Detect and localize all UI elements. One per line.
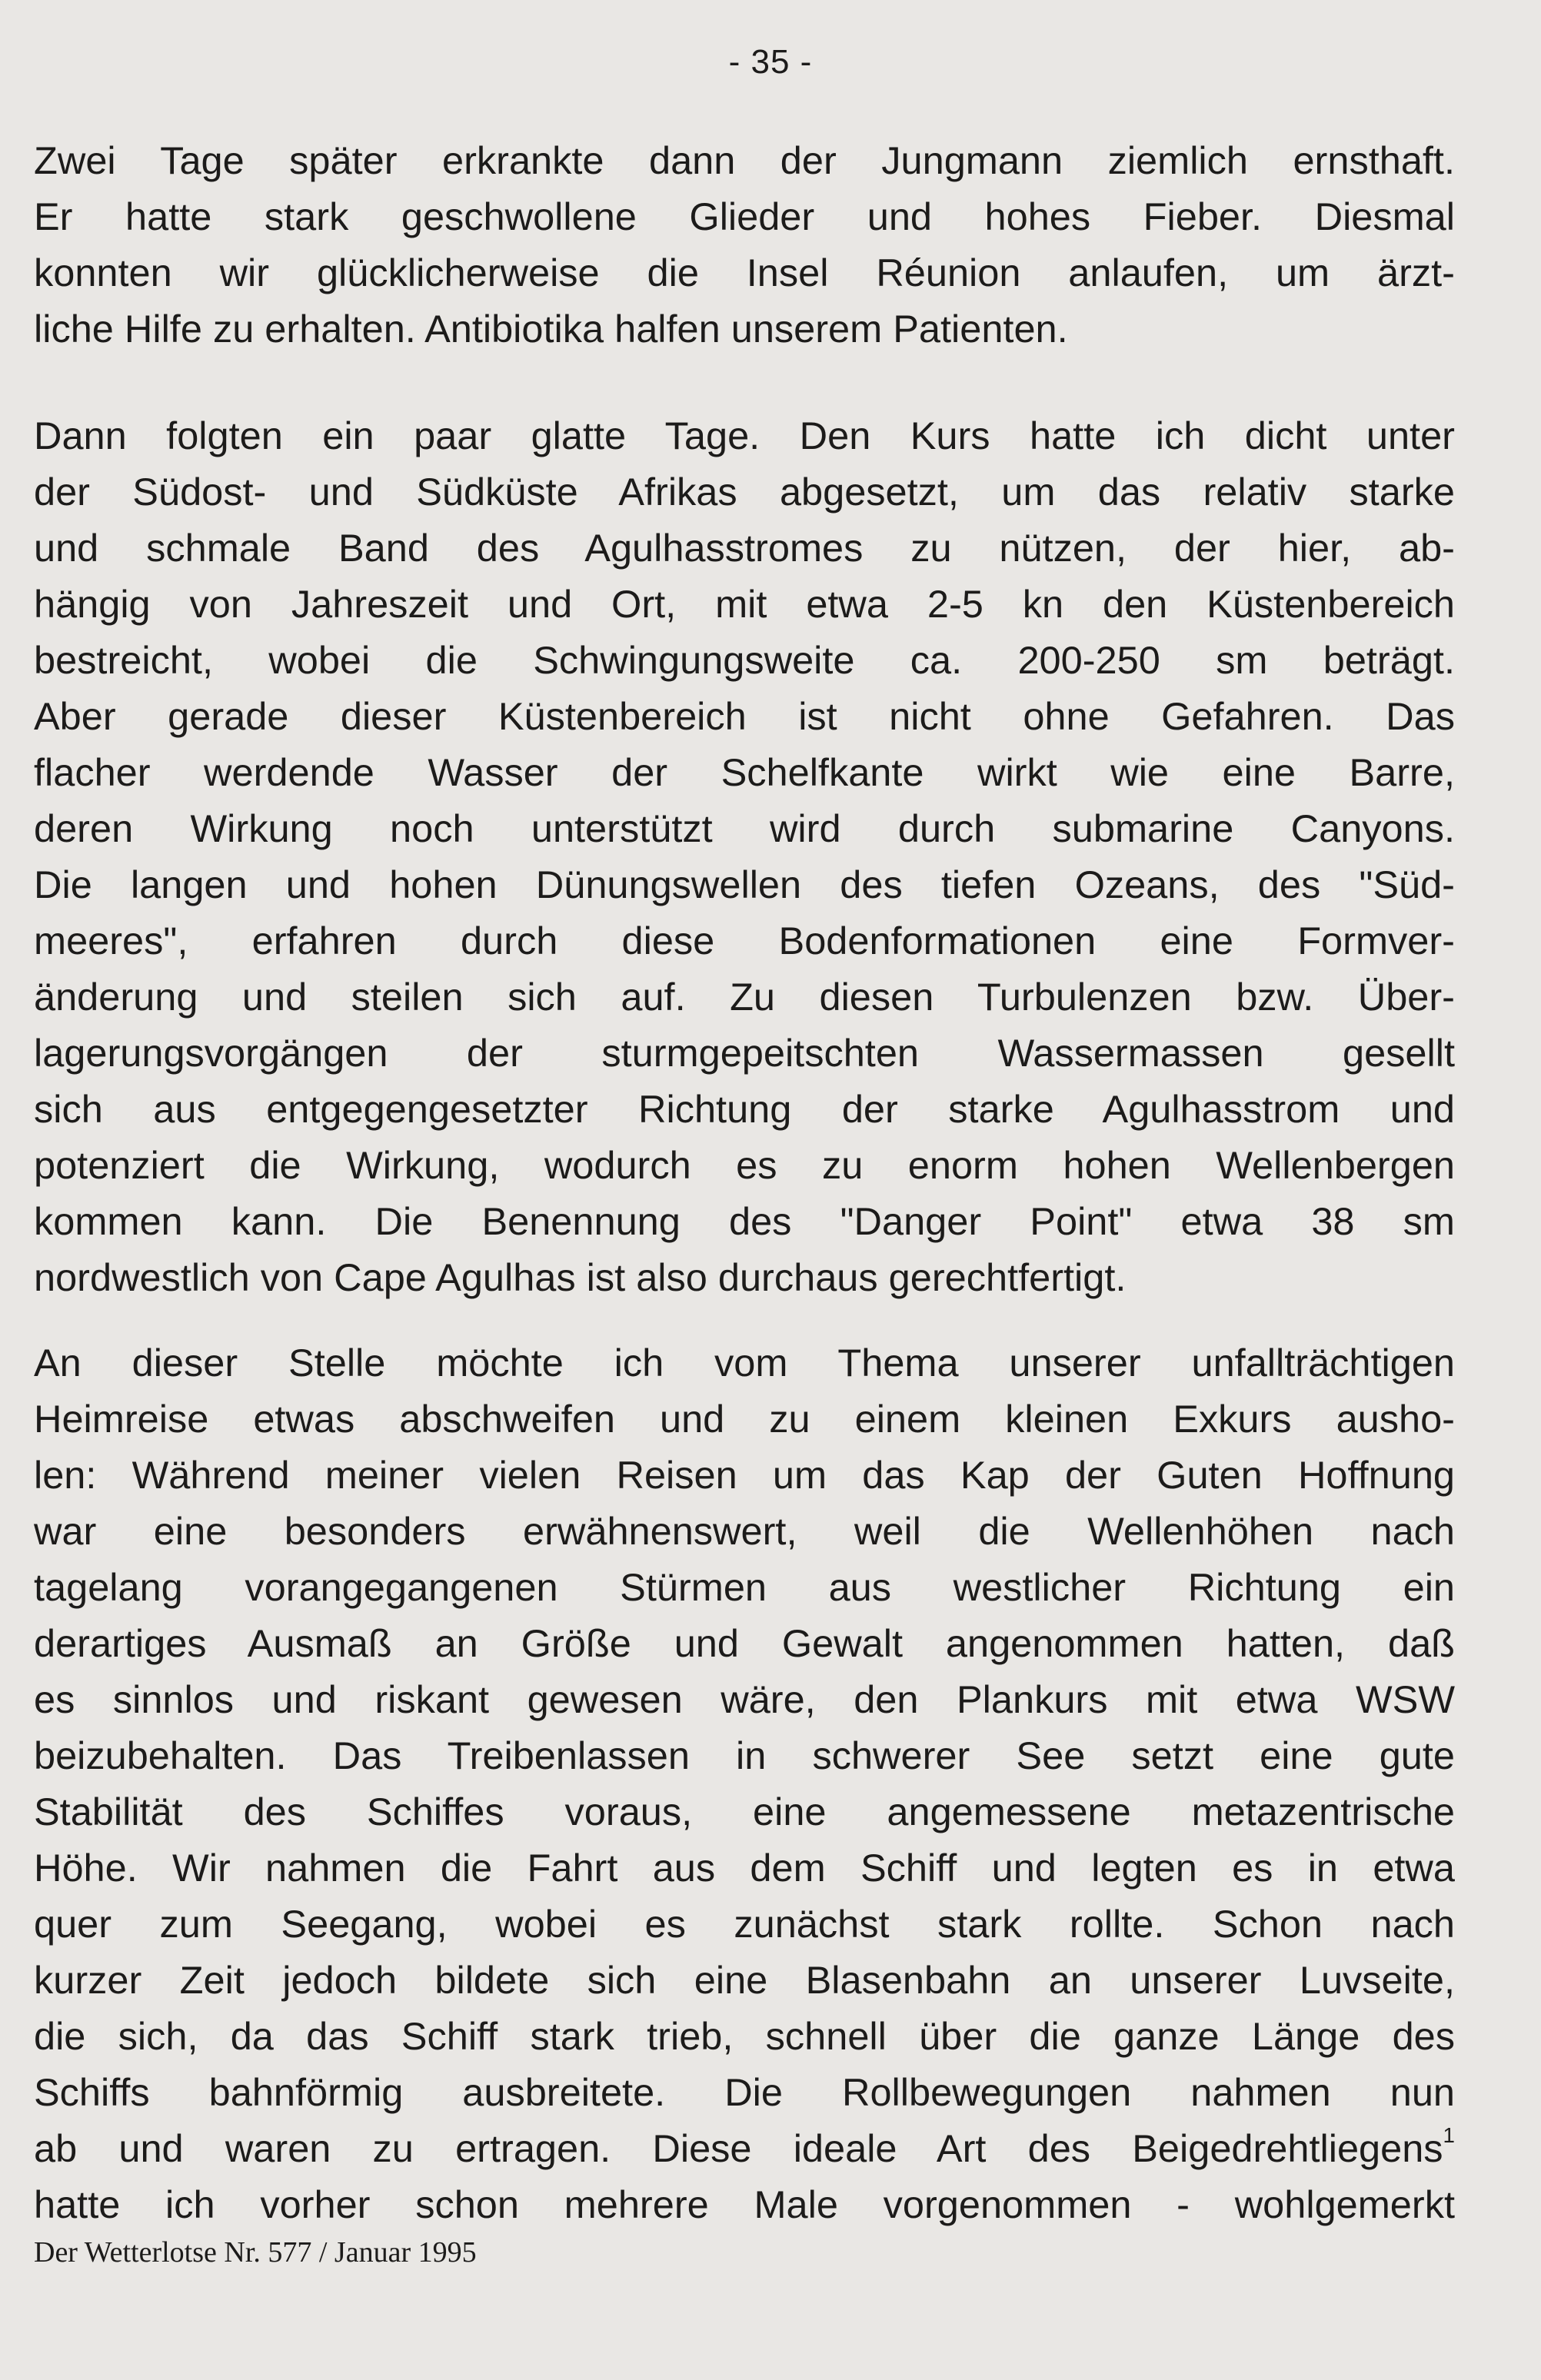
text-line: Er hatte stark geschwollene Glieder und hohes Fieber. Diesmal [34,194,1455,238]
text-line: len: Während meiner vielen Reisen um das Kap der Guten Hoffnung [34,1453,1455,1497]
text-line: Die langen und hohen Dünungswellen des tiefen Ozeans, des "Süd- [34,863,1455,906]
text-line: war eine besonders erwähnenswert, weil die Wellenhöhen nach [34,1509,1455,1553]
text-line: deren Wirkung noch unterstützt wird durch submarine Canyons. [34,806,1455,850]
text-line: kurzer Zeit jedoch bildete sich eine Blasenbahn an unserer Luvseite, [34,1958,1455,2002]
text-line: und schmale Band des Agulhasstromes zu nützen, der hier, ab- [34,526,1455,570]
page-number: - 35 - [728,43,813,81]
text-line: der Südost- und Südküste Afrikas abgesetzt, um das relativ starke [34,470,1455,514]
text-line: bestreicht, wobei die Schwingungsweite ca. 200-250 sm beträgt. [34,638,1455,682]
text-line: meeres", erfahren durch diese Bodenformationen eine Formver- [34,919,1455,962]
text-line: änderung und steilen sich auf. Zu diesen Turbulenzen bzw. Über- [34,975,1455,1019]
text-line: konnten wir glücklicherweise die Insel Réunion anlaufen, um ärzt- [34,251,1455,294]
text-line: derartiges Ausmaß an Größe und Gewalt angenommen hatten, daß [34,1621,1455,1665]
text-line: tagelang vorangegangenen Stürmen aus westlicher Richtung ein [34,1565,1455,1609]
text-line: lagerungsvorgängen der sturmgepeitschten Wassermassen gesellt [34,1031,1455,1075]
text-line: Höhe. Wir nahmen die Fahrt aus dem Schiff und legten es in etwa [34,1846,1455,1890]
text-line: hängig von Jahreszeit und Ort, mit etwa 2-5 kn den Küstenbereich [34,582,1455,626]
text-line: Dann folgten ein paar glatte Tage. Den Kurs hatte ich dicht unter [34,414,1455,457]
paragraph-1 [34,132,1455,357]
text-line: quer zum Seegang, wobei es zunächst stark rollte. Schon nach [34,1902,1455,1946]
text-line: Stabilität des Schiffes voraus, eine angemessene metazentrische [34,1790,1455,1833]
text-line: beizubehalten. Das Treibenlassen in schwerer See setzt eine gute [34,1733,1455,1777]
text-line: flacher werdende Wasser der Schelfkante wirkt wie eine Barre, [34,750,1455,794]
text-line: Schiffs bahnförmig ausbreitete. Die Rollbewegungen nahmen nun [34,2070,1455,2114]
text-line-with-footnote [34,2120,1455,2176]
text-line: nordwestlich von Cape Agulhas ist also durchaus gerechtfertigt. [34,1255,1127,1299]
text-line: Heimreise etwas abschweifen und zu einem kleinen Exkurs ausho- [34,1397,1455,1441]
text-line: die sich, da das Schiff stark trieb, schnell über die ganze Länge des [34,2014,1455,2058]
text-line: Zwei Tage später erkrankte dann der Jungmann ziemlich ernsthaft. [34,138,1455,182]
text-line: potenziert die Wirkung, wodurch es zu enorm hohen Wellenbergen [34,1143,1455,1187]
paragraph-3 [34,1335,1455,2232]
text-line: es sinnlos und riskant gewesen wäre, den Plankurs mit etwa WSW [34,1677,1455,1721]
page-footer: Der Wetterlotse Nr. 577 / Januar 1995 [34,2236,477,2269]
text-line: An dieser Stelle möchte ich vom Thema unserer unfallträchtigen [34,1341,1455,1384]
text-line: sich aus entgegengesetzter Richtung der starke Agulhasstrom und [34,1087,1455,1131]
footnote-marker: 1 [1443,2123,1455,2148]
paragraph-2 [34,407,1455,1305]
text-line: Aber gerade dieser Küstenbereich ist nicht ohne Gefahren. Das [34,694,1455,738]
text-line: kommen kann. Die Benennung des "Danger Point" etwa 38 sm [34,1199,1455,1243]
text-line-content: ab und waren zu ertragen. Diese ideale Art des Beigedrehtliegens [34,2126,1443,2170]
text-line: liche Hilfe zu erhalten. Antibiotika halfen unserem Patienten. [34,307,1068,351]
text-line: hatte ich vorher schon mehrere Male vorgenommen - wohlgemerkt [34,2182,1455,2226]
